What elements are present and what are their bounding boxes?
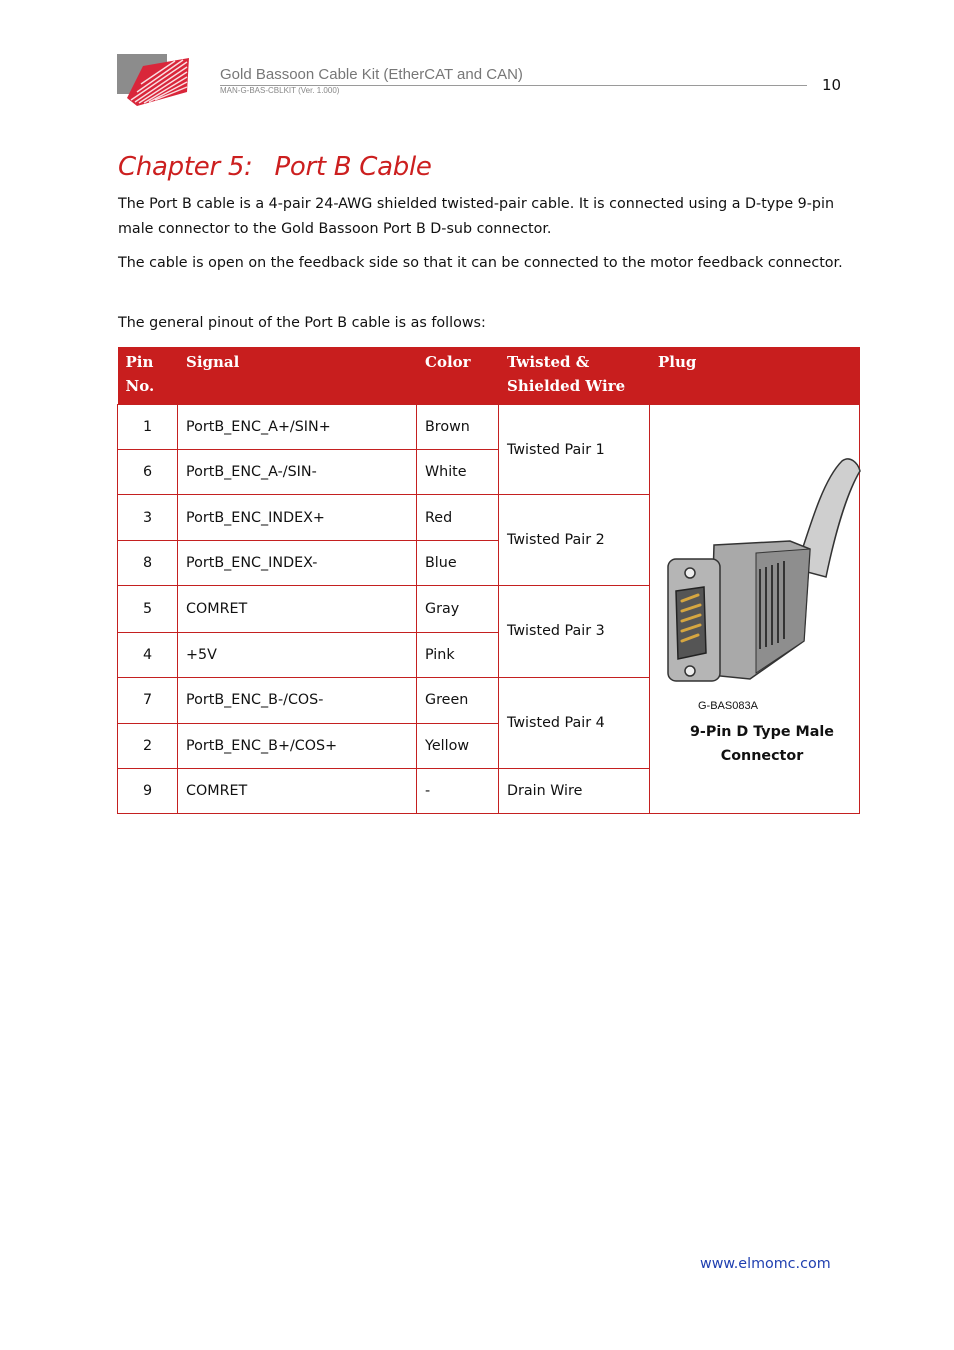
- pin-cell: 4: [118, 632, 178, 677]
- header-pin: Pin No.: [118, 347, 178, 405]
- pinout-table: [117, 347, 860, 814]
- header-doc-code: MAN-G-BAS-CBLKIT (Ver. 1.000): [220, 86, 340, 95]
- pin-cell: 1: [118, 405, 178, 450]
- pin-cell: 9: [118, 769, 178, 814]
- header-wire: Twisted & Shielded Wire: [499, 347, 650, 405]
- chapter-number: Chapter 5:: [118, 152, 253, 182]
- color-cell: Blue: [417, 541, 499, 586]
- table-row: [118, 405, 860, 450]
- signal-cell: COMRET: [178, 769, 417, 814]
- signal-cell: PortB_ENC_INDEX-: [178, 541, 417, 586]
- pin-cell: 2: [118, 724, 178, 769]
- page-number: 10: [822, 76, 842, 94]
- signal-cell: PortB_ENC_INDEX+: [178, 495, 417, 541]
- signal-cell: PortB_ENC_A+/SIN+: [178, 405, 417, 450]
- signal-cell: +5V: [178, 632, 417, 677]
- color-cell: Pink: [417, 632, 499, 677]
- header-title: Gold Bassoon Cable Kit (EtherCAT and CAN): [220, 66, 523, 83]
- signal-cell: COMRET: [178, 586, 417, 632]
- paragraph-intro: The Port B cable is a 4-pair 24-AWG shielded twisted-pair cable. It is connected using a D-type 9-pin male connector to the Gold Bassoon Port B D-sub connector.: [118, 196, 835, 237]
- table-header-row: [118, 347, 860, 405]
- plug-image-code: G-BAS083A: [698, 700, 758, 712]
- chapter-title: Port B Cable: [274, 152, 432, 182]
- header-signal: Signal: [178, 347, 417, 405]
- color-cell: Red: [417, 495, 499, 541]
- color-cell: Yellow: [417, 724, 499, 769]
- plug-illustration: [658, 405, 866, 813]
- pair-cell: Twisted Pair 2: [499, 495, 650, 586]
- signal-cell: PortB_ENC_A-/SIN-: [178, 450, 417, 495]
- pair-cell: Twisted Pair 3: [499, 586, 650, 677]
- pair-cell: Twisted Pair 4: [499, 677, 650, 768]
- d-sub-9-connector-icon: [664, 449, 864, 689]
- signal-cell: PortB_ENC_B+/COS+: [178, 724, 417, 769]
- color-cell: Green: [417, 677, 499, 723]
- plug-caption: 9-Pin D Type Male Connector: [689, 724, 834, 764]
- header-color: Color: [417, 347, 499, 405]
- pin-cell: 3: [118, 495, 178, 541]
- paragraph-pinout-lead: The general pinout of the Port B cable is as follows:: [118, 315, 486, 331]
- pin-cell: 8: [118, 541, 178, 586]
- pin-cell: 6: [118, 450, 178, 495]
- pin-cell: 5: [118, 586, 178, 632]
- footer-website-link[interactable]: www.elmomc.com: [700, 1256, 831, 1272]
- signal-cell: PortB_ENC_B-/COS-: [178, 677, 417, 723]
- paragraph-feedback: The cable is open on the feedback side so that it can be connected to the motor feedback connector.: [118, 255, 843, 271]
- chapter-heading: [118, 152, 432, 182]
- header-plug: Plug: [650, 347, 860, 405]
- color-cell: -: [417, 769, 499, 814]
- elmo-logo: [117, 54, 189, 106]
- color-cell: White: [417, 450, 499, 495]
- color-cell: Brown: [417, 405, 499, 450]
- pair-cell: Twisted Pair 1: [499, 405, 650, 495]
- plug-cell: [650, 405, 860, 814]
- color-cell: Gray: [417, 586, 499, 632]
- pair-cell: Drain Wire: [499, 769, 650, 814]
- pin-cell: 7: [118, 677, 178, 723]
